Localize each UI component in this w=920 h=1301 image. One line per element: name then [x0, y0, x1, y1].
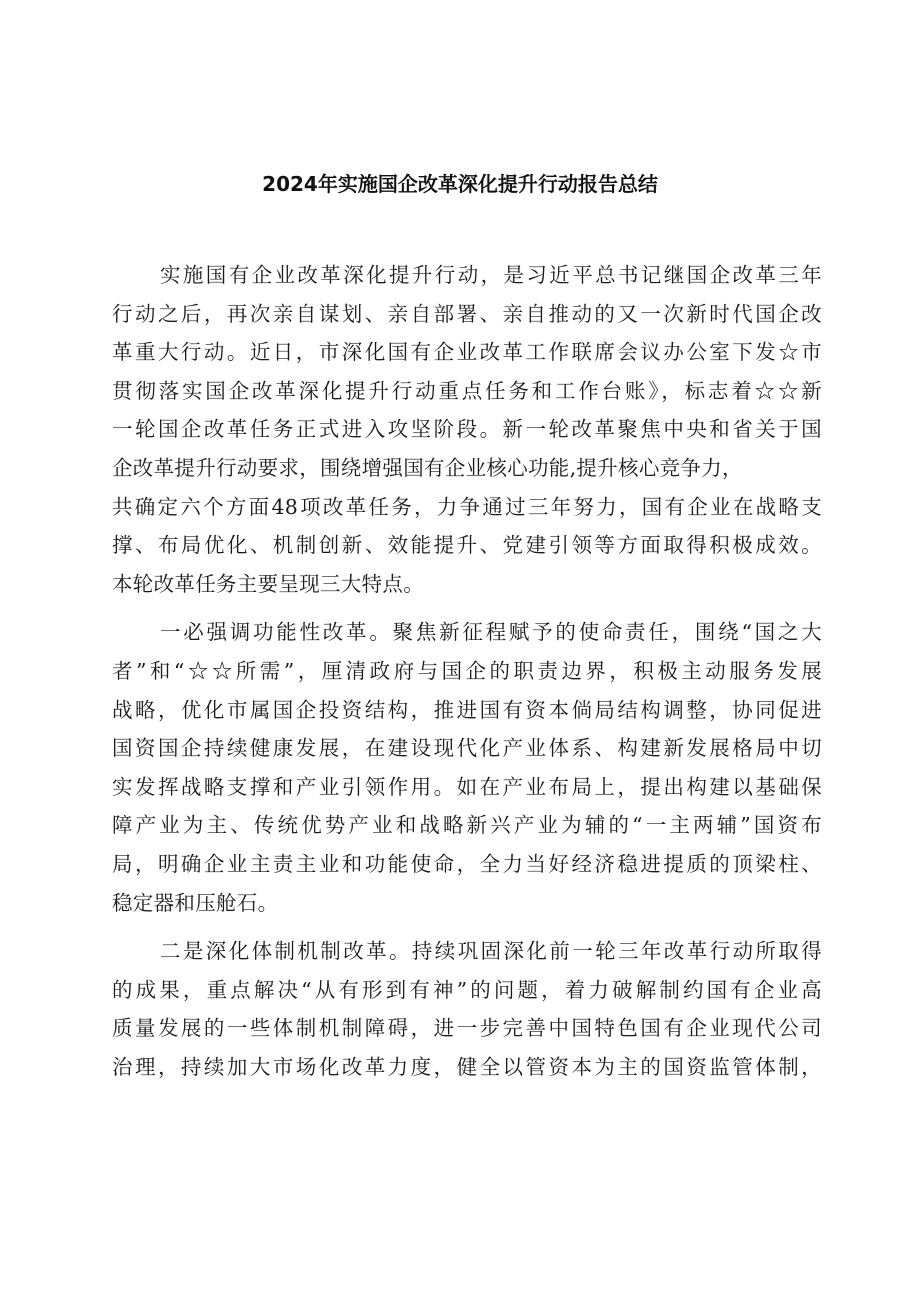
document-body	[112, 256, 822, 1086]
paragraph-line: 贯彻落实国企改革深化提升行动重点任务和工作台账》，标志着☆☆新	[112, 378, 822, 403]
paragraph-line: 本轮改革任务主要呈现三大特点。	[112, 571, 424, 596]
paragraph-line: 行动之后，再次亲自谋划、亲自部署、亲自推动的又一次新时代国企改	[112, 301, 822, 326]
paragraph-line: 革重大行动。近日，市深化国有企业改革工作联席会议办公室下发☆市	[112, 340, 822, 365]
paragraph-line: 国资国企持续健康发展，在建设现代化产业体系、构建新发展格局中切	[112, 736, 822, 761]
paragraph-line: 治理，持续加大市场化改革力度，健全以管资本为主的国资监管体制，	[112, 1054, 822, 1079]
paragraph-line: 企改革提升行动要求，围绕增强国有企业核心功能,提升核心竞争力，	[112, 455, 743, 480]
paragraph-line: 二是深化体制机制改革。持续巩固深化前一轮三年改革行动所取得	[160, 939, 822, 964]
paragraph-line: 障产业为主、传统优势产业和战略新兴产业为辅的“一主两辅”国资布	[112, 813, 822, 838]
paragraph-line: 一必强调功能性改革。聚焦新征程赋予的使命责任，围绕“国之大	[160, 620, 822, 645]
paragraph-line: 共确定六个方面48项改革任务，力争通过三年努力，国有企业在战略支	[112, 494, 822, 519]
paragraph-line: 战略，优化市属国企投资结构，推进国有资本倘局结构调整，协同促进	[112, 697, 822, 722]
paragraph-line: 稳定器和压舱石。	[112, 890, 279, 915]
paragraph-line: 实施国有企业改革深化提升行动，是习近平总书记继国企改革三年	[160, 263, 822, 287]
paragraph-2	[112, 613, 822, 922]
document-title: 2024年实施国企改革深化提升行动报告总结	[262, 172, 658, 196]
paragraph-1	[112, 256, 822, 603]
paragraph-line: 撑、布局优化、机制创新、效能提升、党建引领等方面取得积极成效。	[112, 533, 822, 558]
paragraph-line: 局，明确企业主责主业和功能使命，全力当好经济稳进提质的顶梁柱、	[112, 851, 822, 876]
paragraph-line: 的成果，重点解决“从有形到有神”的问题，着力破解制约国有企业高	[112, 977, 822, 1002]
paragraph-line: 质量发展的一些体制机制障碍，进一步完善中国特色国有企业现代公司	[112, 1016, 822, 1041]
paragraph-line: 实发挥战略支撑和产业引领作用。如在产业布局上，提出构建以基础保	[112, 774, 822, 799]
paragraph-3	[112, 932, 822, 1086]
paragraph-line: 一轮国企改革任务正式进入攻坚阶段。新一轮改革聚焦中央和省关于国	[112, 417, 822, 442]
paragraph-line: 者”和“☆☆所需”，厘清政府与国企的职责边界，积极主动服务发展	[112, 658, 822, 683]
